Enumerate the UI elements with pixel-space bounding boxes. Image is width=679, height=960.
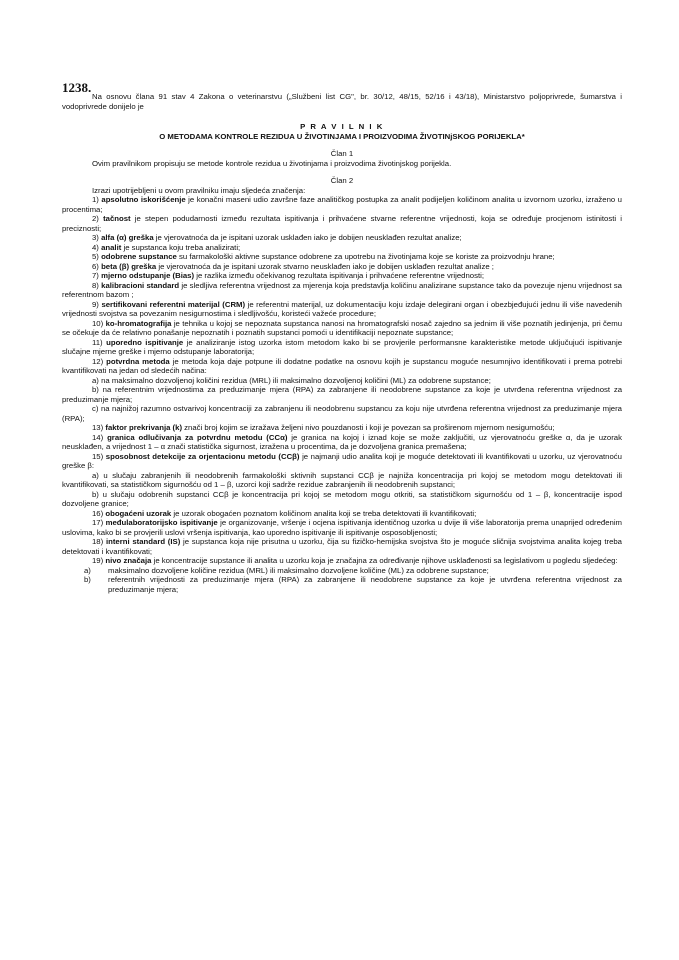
sub-item: [62, 566, 622, 576]
item-text: je uzorak obogaćen poznatom količinom analita koji se treba detektovati ili kvantifikovati;: [171, 508, 477, 518]
sub-item-text: na referentnim vrijednostima za preduzimanje mjera (RPA) za zabranjene ili neodobrene supstance za koje je utvrđena referentna vrijednost za preduzimanje mjera;: [62, 385, 622, 404]
item-number: 9): [92, 299, 99, 309]
sub-item-text: u slučaju odobrenih supstanci CCβ je koncentracija pri kojoj se metodom mogu otkriti, sa statističkom sigurnošću od 1 – β, koncentracije ispod dozvoljene granice;: [62, 489, 623, 508]
item-number: 5): [92, 252, 99, 261]
sub-item: [62, 490, 622, 509]
item-number: 7): [92, 271, 99, 280]
item-term: alfa (α) greška: [101, 233, 154, 242]
item-text: je razlika između očekivanog rezultata ispitivanja i prihvaćene referentne vrijednosti;: [194, 271, 484, 280]
item-term: granica odlučivanja za potvrdnu metodu (CCα): [107, 432, 288, 442]
item-term: analit: [101, 242, 122, 252]
definition-item: [62, 537, 622, 556]
clan-2-lead: Izrazi upotrijebljeni u ovom pravilniku imaju sljedeća značenja:: [92, 185, 306, 195]
definition-item: [62, 281, 622, 300]
definition-item: [62, 452, 622, 471]
sub-item: [62, 404, 622, 423]
item-12-sublist: [62, 376, 622, 424]
definition-item: [62, 556, 622, 566]
item-text: je analiziranje istog uzorka istom metodom kako bi se provjerile performansne karakteristike metode uključujući ispitivanje slučajne mjerne greške i mjerno odstupanje laboratorija;: [62, 337, 622, 356]
item-text: je supstanca koju treba analizirati;: [121, 242, 241, 252]
item-term: uporedno ispitivanje: [106, 337, 184, 347]
document-body: [62, 92, 622, 594]
definition-item: [62, 243, 622, 253]
item-text: su farmakološki aktivne supstance odobrene za upotrebu na životinjama koje se koriste za proizvodnju hrane;: [176, 252, 555, 261]
sub-item-text: referentnih vrijednosti za preduzimanje mjera (RPA) za zabranjene ili neodobrene supstance za koje je utvrđena referentna vrijednost za preduzimanje mjera;: [108, 575, 622, 594]
item-term: sertifikovani referentni materijal (CRM): [101, 299, 246, 309]
item-text: je sledljiva referentna vrijednost za mjerenja koja predstavlja količinu analizirane supstance tako da povezuje njenu vrijednost sa referentnom bazom ;: [62, 280, 622, 299]
definition-item: [62, 262, 622, 272]
sub-item-text: maksimalno dozvoljene količine rezidua (MRL) ili maksimalno dozvoljene količine (ML) za odobrene supstance;: [108, 565, 489, 575]
sub-item-text: na maksimalno dozvoljenoj količini rezidua (MRL) ili maksimalno dozvoljenoj količini (ML) za odobrene supstance;: [101, 375, 491, 385]
definition-item: [62, 433, 622, 452]
item-text: je najmanji udio analita koji je moguće detektovati ili kvantifikovati u uzorku, uz vjerovatnoću greške β:: [62, 451, 622, 470]
definition-item: [62, 300, 622, 319]
sub-item: [62, 385, 622, 404]
clan-1-heading: Član 1: [330, 149, 354, 158]
sub-item-label: a): [84, 565, 91, 575]
sub-item-label: b): [84, 575, 91, 584]
item-number: 15): [92, 451, 104, 461]
item-number: 14): [92, 432, 104, 442]
document-title: P R A V I L N I K: [300, 122, 384, 131]
item-text: je stepen podudarnosti između rezultata ispitivanja i prihvaćene stvarne referentne vrijednosti, koja se određuje procjenom istinitosti i preciznosti;: [62, 214, 622, 233]
definition-item: [62, 214, 622, 233]
item-number: 6): [92, 261, 99, 271]
item-number: 16): [92, 508, 104, 518]
sub-item-text: na najnižoj razumno ostvarivoj koncentraciji za zabranjenu ili neodobrenu supstancu za koju nije utvrđena referentna vrijednost za preduzimanje mjera (RPA);: [62, 404, 622, 423]
item-text: je konačni maseni udio završne faze analitičkog postupka za analit podijeljen količinom analita u izvornom uzorku, izraženo u procentima;: [62, 195, 622, 214]
item-text: je vjerovatnoća da je ispitani uzorak usklađen iako je dobijen neusklađen rezultat analize;: [153, 233, 462, 242]
item-text: je referentni materijal, uz dokumentaciju koju izdaje delegirani organ i obezbjeđujući jednu ili više navedenih vrijednosti svojstva sa povezanim nesigurnostima i sledljivošću, koristeći važeće procedure;: [62, 299, 622, 318]
item-text: je organizovanje, vršenje i ocjena ispitivanja identičnog uzorka u dvije ili više laboratorija prema unaprijed određenim uslovima, kako bi se provjerili uslovi vršenja ispitivanja, kao uporedno ispitivanje ili ispitivanje osposobljenosti;: [62, 518, 623, 537]
item-term: ko-hromatografija: [105, 318, 172, 328]
item-text: je supstanca koja nije prisutna u uzorku, čija su fizičko-hemijska svojstva što je moguće sličnija svojstvima analita kojeg treba detektovati i kvantifikovati;: [62, 537, 622, 556]
item-text: je tehnika u kojoj se nepoznata supstanca nanosi na hromatografski nosač zajedno sa jednim ili više poznatih jedinjenja, pri čemu se očekuje da će relativno ponašanje nepoznatih i poznatih supstanci pomoći u identifikaciji nepoznate supstance;: [62, 318, 623, 337]
item-number: 1): [92, 195, 99, 204]
definition-item: [62, 423, 622, 433]
clan-1-text: Ovim pravilnikom propisuju se metode kontrole rezidua u životinjama i proizvodima životinjskog porijekla.: [92, 158, 452, 168]
item-term: nivo značaja: [105, 556, 152, 565]
item-15-sublist: [62, 471, 622, 509]
sub-item-text: u slučaju zabranjenih ili neodobrenih farmakološki sktivnih supstanci CCβ je najniža koncentracija pri kojoj se metodom mogu detektovati ili kvantifikovati, sa statističkom sigurnošću od 1 – β, uzorci koji sadrže rezidue zabranjenih ili neodobrenih supstanci;: [62, 470, 623, 489]
item-text: znači broj kojim se izražava željeni nivo pouzdanosti i koji je povezan sa proširenom mjernom nesigurnošću;: [182, 423, 555, 432]
document-subtitle: O METODAMA KONTROLE REZIDUA U ŽIVOTINJAMA I PROIZVODIMA ŽIVOTINjSKOG PORIJEKLA*: [159, 131, 525, 141]
item-number: 3): [92, 233, 99, 242]
item-number: 17): [92, 518, 104, 527]
definition-item: [62, 195, 622, 214]
item-term: kalibracioni standard: [101, 280, 180, 290]
item-term: potvrdna metoda: [106, 356, 170, 366]
item-text: je granica na kojoj i iznad koje se može zaključiti, uz vjerovatnoću greške α, da je uzorak neusklađen, a vrijednost 1 – α znači statistička sigurnost, izražena u procentima, da je dozvoljena granica premašena;: [62, 432, 622, 451]
item-term: beta (β) greška: [101, 261, 157, 271]
item-term: interni standard (IS): [105, 537, 181, 546]
item-term: obogaćeni uzorak: [105, 508, 172, 518]
item-term: odobrene supstance: [101, 252, 177, 261]
clan-2-heading: Član 2: [330, 176, 354, 185]
definition-item: [62, 271, 622, 281]
definition-item: [62, 518, 622, 537]
item-number: 11): [92, 337, 103, 347]
item-number: 4): [92, 242, 99, 252]
document-number: 1238.: [62, 80, 92, 95]
item-number: 8): [92, 280, 99, 290]
definition-item: [62, 252, 622, 262]
item-number: 2): [92, 214, 99, 223]
definition-item: [62, 233, 622, 243]
item-number: 18): [92, 537, 104, 546]
item-number: 19): [92, 556, 104, 565]
sub-item-label: a): [92, 375, 99, 385]
definition-list-3: [62, 509, 622, 566]
item-term: tačnost: [103, 214, 131, 223]
definition-item: [62, 338, 622, 357]
item-text: je koncentracije supstance ili analita u uzorku koja je značajna za određivanje njihove usklađenosti sa legislativom u pogledu sljedećeg:: [151, 556, 618, 565]
sub-item: [62, 376, 622, 386]
definition-list-1: [62, 195, 622, 376]
intro-paragraph: Na osnovu člana 91 stav 4 Zakona o veterinarstvu („Službeni list CG", br. 30/12, 48/15, 52/16 i 43/18), Ministarstvo poljoprivrede, šumarstva i vodoprivrede donijelo je: [62, 92, 622, 111]
item-text: je metoda koja daje potpune ili dodatne podatke na osnovu kojih je supstancu moguće nesumnjivo identifikovati i prema potrebi kvantifikovati na jedan od sledećih načina:: [62, 356, 623, 375]
item-text: je vjerovatnoća da je ispitani uzorak stvarno neusklađen iako je dobijen usklađen rezultat analize ;: [156, 261, 494, 271]
definition-item: [62, 319, 622, 338]
sub-item-label: b): [92, 385, 99, 394]
item-term: sposobnost detekcije za orjentacionu metodu (CCβ): [105, 451, 300, 461]
sub-item: [62, 471, 622, 490]
item-19-sublist: [62, 566, 622, 595]
definition-item: [62, 509, 622, 519]
sub-item-label: c): [92, 404, 99, 413]
item-term: faktor prekrivanja (k): [105, 423, 183, 432]
item-number: 12): [92, 356, 104, 366]
definition-item: [62, 357, 622, 376]
item-term: mjerno odstupanje (Bias): [101, 271, 195, 280]
definition-list-2: [62, 423, 622, 471]
item-number: 10): [92, 318, 104, 328]
item-term: međulaboratorijsko ispitivanje: [105, 518, 218, 527]
sub-item: [62, 575, 622, 594]
sub-item-label: a): [92, 470, 99, 480]
sub-item-label: b): [92, 489, 99, 499]
item-number: 13): [92, 423, 104, 432]
item-term: apsolutno iskorišćenje: [101, 195, 186, 204]
